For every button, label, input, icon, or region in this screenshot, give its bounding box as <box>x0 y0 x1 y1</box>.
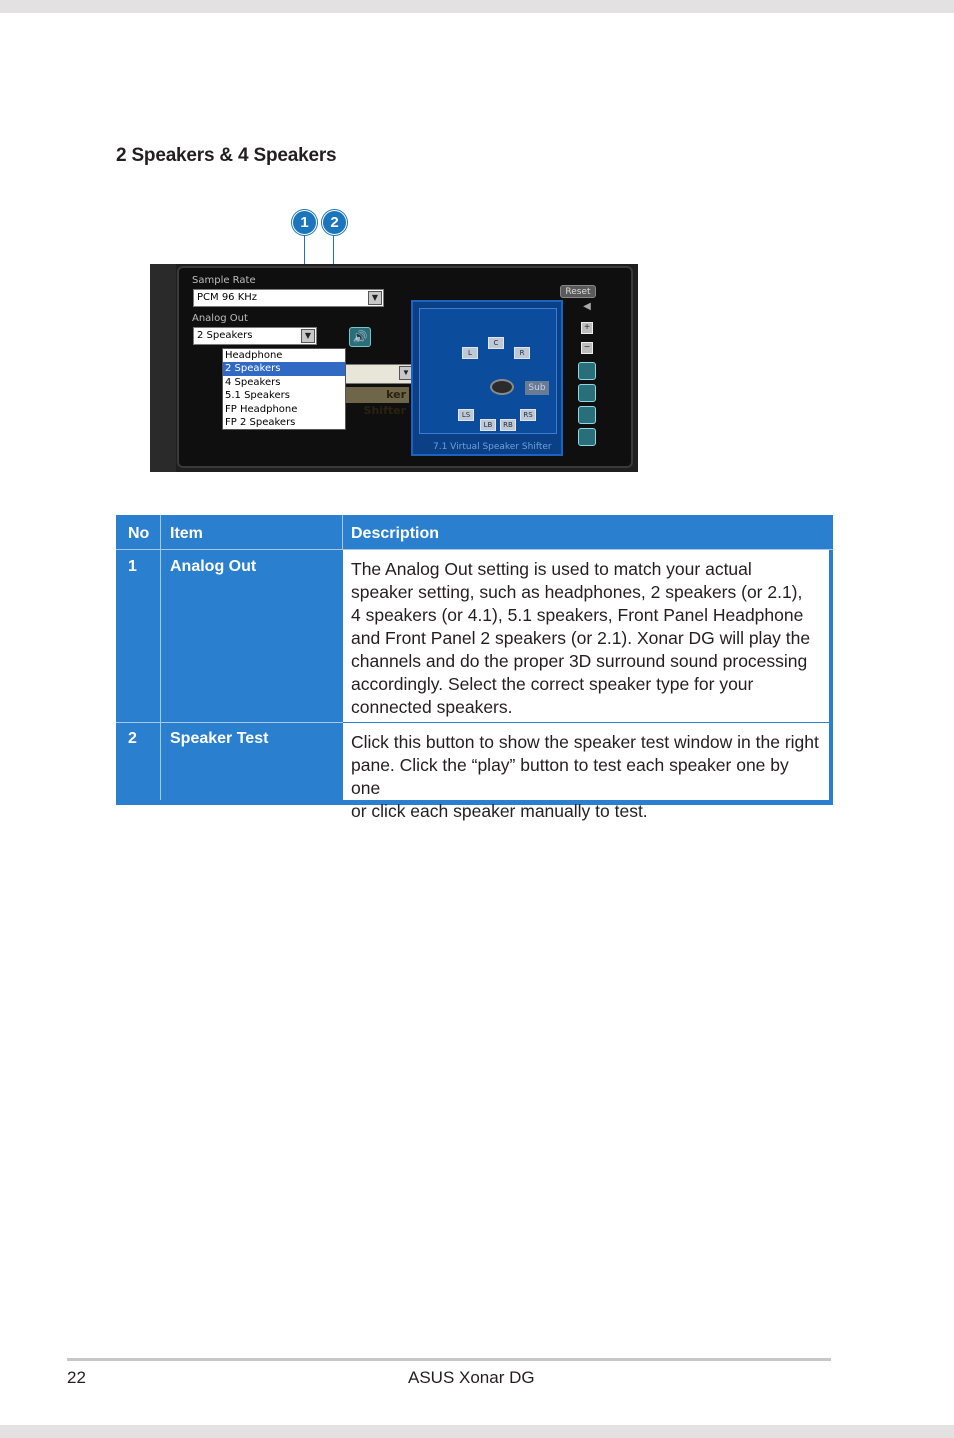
row-divider <box>116 722 343 723</box>
speaker-r[interactable]: R <box>514 347 530 359</box>
description-line: channels and do the proper 3D surround sound processing <box>351 651 808 671</box>
page-number: 22 <box>67 1368 86 1387</box>
description-line: Click this button to show the speaker test window in the right <box>351 732 819 752</box>
column-divider <box>342 515 343 549</box>
callout-2: 2 <box>322 210 347 235</box>
footer-rule <box>67 1358 831 1361</box>
audio-center-screenshot <box>150 264 638 472</box>
plus-icon[interactable]: + <box>581 322 593 334</box>
sample-rate-select[interactable] <box>193 289 384 307</box>
analog-out-label: Analog Out <box>192 313 248 324</box>
shifter-label: ker Shifter <box>345 387 409 403</box>
top-band <box>0 0 954 13</box>
speaker-icon: 🔊 <box>352 330 368 344</box>
speaker-sub[interactable]: Sub <box>525 381 549 395</box>
sample-rate-label: Sample Rate <box>192 275 256 286</box>
footer-title: ASUS Xonar DG <box>408 1368 535 1387</box>
dropdown-option[interactable]: FP 2 Speakers <box>225 416 296 428</box>
speaker-ls[interactable]: LS <box>458 409 474 421</box>
rotate-icon[interactable] <box>578 362 596 380</box>
play-icon[interactable] <box>578 428 596 446</box>
description-table <box>116 515 833 821</box>
window-edge <box>150 264 176 472</box>
header-item: Item <box>170 525 203 542</box>
rotate-icon[interactable] <box>578 406 596 424</box>
header-no: No <box>128 525 150 542</box>
row-1-item: Analog Out <box>170 558 257 575</box>
dropdown-option[interactable]: FP Headphone <box>225 403 298 415</box>
chevron-down-icon[interactable]: ▼ <box>368 291 382 305</box>
description-line: 4 speakers (or 4.1), 5.1 speakers, Front Panel Headphone <box>351 605 804 625</box>
shifter-select[interactable] <box>345 364 415 384</box>
row-1-no: 1 <box>128 558 137 575</box>
speaker-c[interactable]: C <box>488 337 504 349</box>
sample-rate-value: PCM 96 KHz <box>197 292 258 303</box>
column-divider <box>160 515 161 800</box>
dropdown-option-selected[interactable]: 2 Speakers <box>223 362 345 375</box>
description-line: and Front Panel 2 speakers (or 2.1). Xonar DG will play the <box>351 628 811 648</box>
description-line: or click each speaker manually to test. <box>351 801 648 821</box>
listener-icon <box>490 379 514 395</box>
chevron-down-icon[interactable]: ▼ <box>301 329 315 343</box>
description-line: accordingly. Select the correct speaker type for your <box>351 674 754 694</box>
chevron-down-icon[interactable]: ▼ <box>399 366 413 380</box>
speaker-l[interactable]: L <box>462 347 478 359</box>
speaker-rb[interactable]: RB <box>500 419 516 431</box>
analog-out-value: 2 Speakers <box>197 330 253 341</box>
row-2-no: 2 <box>128 730 137 747</box>
row-1-description <box>343 550 829 722</box>
speaker-test-button[interactable] <box>349 327 371 347</box>
analog-out-dropdown <box>222 348 346 430</box>
row-2-description <box>343 723 829 821</box>
description-line: connected speakers. <box>351 697 513 717</box>
settings-panel <box>177 266 633 468</box>
speaker-rs[interactable]: RS <box>520 409 536 421</box>
minus-icon[interactable]: − <box>581 342 593 354</box>
dropdown-option[interactable]: 5.1 Speakers <box>225 390 290 402</box>
speaker-stage-grid <box>419 308 557 434</box>
analog-out-select[interactable] <box>193 327 317 345</box>
header-description: Description <box>351 525 440 542</box>
callout-1: 1 <box>292 210 317 235</box>
dropdown-option[interactable]: 4 Speakers <box>225 376 281 388</box>
row-2-item: Speaker Test <box>170 730 269 747</box>
description-line: speaker setting, such as headphones, 2 speakers (or 2.1), <box>351 582 803 602</box>
section-heading: 2 Speakers & 4 Speakers <box>116 145 337 166</box>
stage-caption: 7.1 Virtual Speaker Shifter <box>433 442 552 452</box>
bottom-band <box>0 1425 954 1438</box>
reset-button[interactable]: Reset <box>560 285 596 298</box>
rotate-icon[interactable] <box>578 384 596 402</box>
speaker-lb[interactable]: LB <box>480 419 496 431</box>
dropdown-option[interactable]: Headphone <box>225 350 283 361</box>
description-line: pane. Click the “play” button to test each speaker one by one <box>351 755 789 798</box>
description-line: The Analog Out setting is used to match your actual <box>351 559 752 579</box>
speaker-shifter-stage[interactable] <box>411 300 563 456</box>
volume-icon: ◀ <box>583 301 591 312</box>
